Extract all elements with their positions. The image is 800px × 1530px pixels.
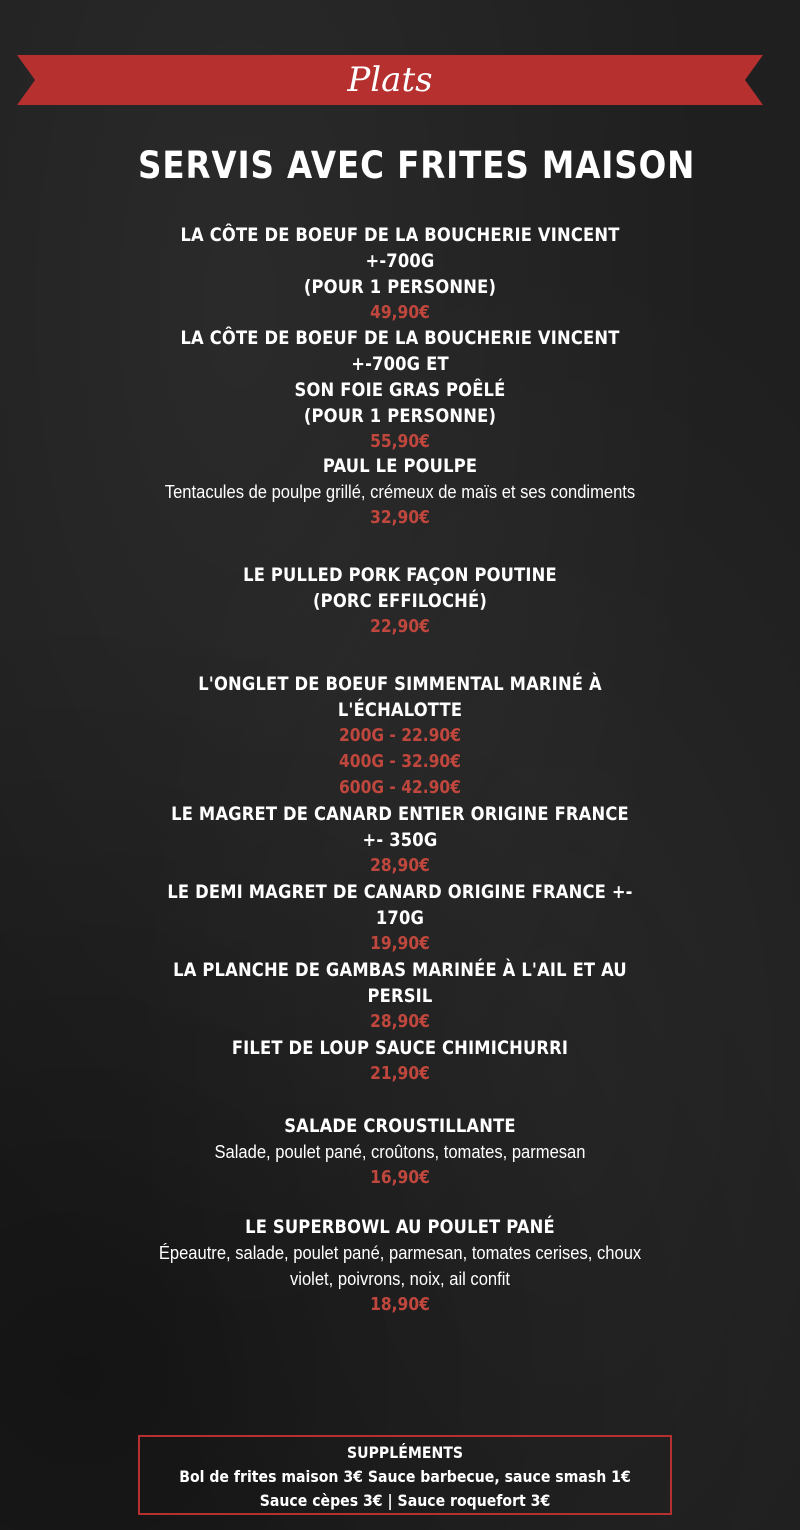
dish-price: 19,90€ (370, 933, 430, 954)
dish-price: 200G - 22.90€ (339, 725, 461, 746)
dish-name: LA PLANCHE DE GAMBAS MARINÉE À L'AIL ET AU PERSIL (173, 959, 627, 1007)
menu-subtitle: SERVIS AVEC FRITES MAISON (138, 144, 696, 187)
dish-item (120, 801, 680, 879)
supplements-line: Sauce cèpes 3€ | Sauce roquefort 3€ (259, 1491, 551, 1510)
dish-price: 32,90€ (370, 507, 430, 528)
dish-item (120, 325, 680, 455)
dish-price: 18,90€ (370, 1294, 430, 1315)
dish-item (120, 1035, 680, 1087)
dish-description: Tentacules de poulpe grillé, crémeux de maïs et ses condiments (164, 482, 636, 502)
supplements-line: Bol de frites maison 3€ Sauce barbecue, sauce smash 1€ (179, 1467, 631, 1486)
dish-price: 400G - 32.90€ (339, 751, 461, 772)
dish-item (120, 1113, 680, 1191)
dish-item (120, 879, 680, 957)
dish-name: LE SUPERBOWL AU POULET PANÉ (245, 1216, 555, 1238)
supplements-box (138, 1435, 672, 1515)
dish-name: LE DEMI MAGRET DE CANARD ORIGINE FRANCE +- 170G (167, 881, 633, 929)
dish-price: 28,90€ (370, 855, 430, 876)
dish-price: 55,90€ (370, 431, 430, 452)
dish-item (120, 562, 680, 640)
dish-name: LA CÔTE DE BOEUF DE LA BOUCHERIE VINCENT +-700G ET SON FOIE GRAS POÊLÉ (POUR 1 PERSONNE) (180, 327, 620, 427)
dish-description: Épeautre, salade, poulet pané, parmesan, tomates cerises, choux violet, poivrons, noix, ail confit (158, 1243, 642, 1289)
dish-item (120, 453, 680, 531)
section-title: Plats (347, 60, 433, 100)
dish-price: 49,90€ (370, 302, 430, 323)
dish-item (120, 957, 680, 1035)
supplements-title: SUPPLÉMENTS (347, 1443, 463, 1462)
dish-name: SALADE CROUSTILLANTE (284, 1115, 516, 1137)
dish-item (120, 222, 680, 326)
dish-description: Salade, poulet pané, croûtons, tomates, parmesan (214, 1142, 586, 1162)
dish-name: LA CÔTE DE BOEUF DE LA BOUCHERIE VINCENT +-700G (POUR 1 PERSONNE) (180, 224, 620, 298)
dish-item (120, 671, 680, 801)
dish-price: 600G - 42.90€ (339, 777, 461, 798)
dish-name: LE MAGRET DE CANARD ENTIER ORIGINE FRANCE +- 350G (171, 803, 629, 851)
section-banner (17, 55, 763, 105)
dish-price: 22,90€ (370, 616, 430, 637)
dish-price: 16,90€ (370, 1167, 430, 1188)
dish-item (120, 1214, 680, 1318)
dish-name: LE PULLED PORK FAÇON POUTINE (PORC EFFILOCHÉ) (243, 564, 557, 612)
dish-name: PAUL LE POULPE (322, 455, 478, 477)
dish-name: FILET DE LOUP SAUCE CHIMICHURRI (231, 1037, 569, 1059)
dish-price: 21,90€ (370, 1063, 430, 1084)
dish-price: 28,90€ (370, 1011, 430, 1032)
dish-name: L'ONGLET DE BOEUF SIMMENTAL MARINÉ À L'ÉCHALOTTE (198, 673, 602, 721)
